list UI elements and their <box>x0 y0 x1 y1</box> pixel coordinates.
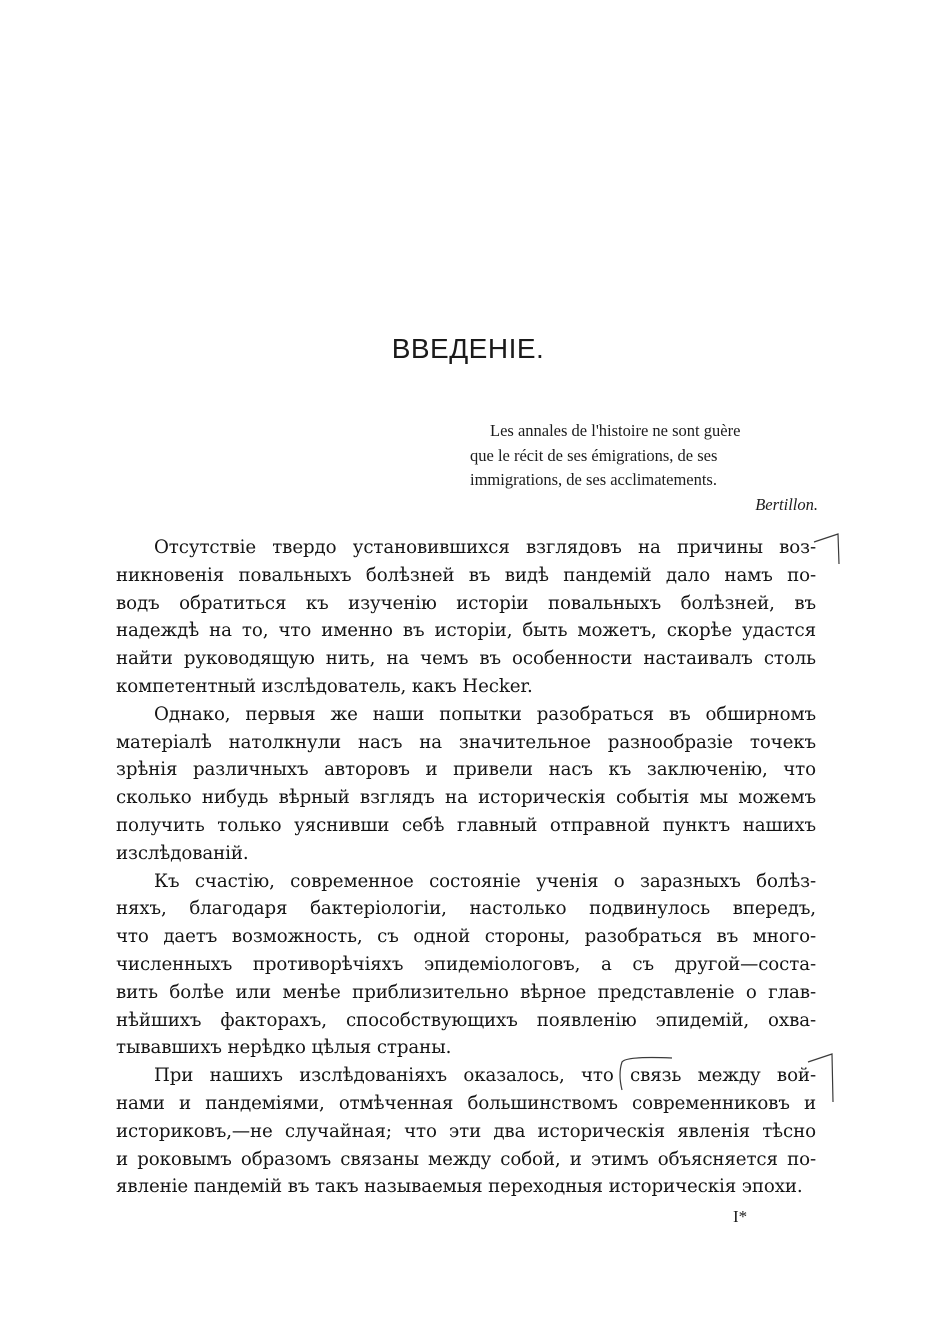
text-line: Отсутствіе твердо установившихся взглядовъ на причины воз- <box>154 537 816 558</box>
text-line: няхъ, благодаря бактеріологіи, настолько подвинулось впередъ, <box>116 898 816 920</box>
text-line: При нашихъ изслѣдованіяхъ оказалось, что связь между вой- <box>154 1065 816 1087</box>
text-line: водъ обратиться къ изученію исторіи повальныхъ болѣзней, въ <box>116 592 816 614</box>
chapter-heading: ВВЕДЕНІЕ. <box>391 333 545 364</box>
epigraph <box>470 419 818 517</box>
text-line: и роковымъ образомъ связаны между собой, и этимъ объясняется по- <box>116 1148 816 1170</box>
paragraph <box>116 701 816 868</box>
text-line: Къ счастію, современное состояніе ученія о заразныхъ болѣз- <box>154 870 816 892</box>
text-line: надеждѣ на то, что именно въ исторіи, быть можетъ, скорѣе удастся <box>116 620 816 642</box>
text-line: нѣйшихъ факторахъ, способствующихъ появленію эпидемій, охва- <box>116 1009 816 1031</box>
text-line: нами и пандеміями, отмѣченная большинствомъ современниковъ и <box>116 1092 816 1114</box>
text-line: сколько нибудь вѣрный взглядъ на историческія событія мы можемъ <box>116 787 816 809</box>
epigraph-author: Bertillon. <box>755 494 818 514</box>
text-line: никновенія повальныхъ болѣзней въ видѣ пандемій дало намъ по- <box>116 564 816 586</box>
epigraph-line: Les annales de l'histoire ne sont guère <box>490 421 741 440</box>
text-line: компетентный изслѣдователь, какъ Hecker. <box>116 675 533 697</box>
paragraph <box>116 1062 816 1201</box>
text-line: зрѣнія различныхъ авторовъ и привели насъ къ заключенію, что <box>116 759 816 781</box>
text-line: тывавшихъ нерѣдко цѣлыя страны. <box>116 1037 452 1059</box>
text-line: вить болѣе или менѣе приблизительно вѣрное представленіе о глав- <box>116 981 816 1003</box>
margin-bracket-mark <box>806 1050 846 1110</box>
inline-bracket-mark <box>612 1054 682 1094</box>
text-line: что даетъ возможность, съ одной стороны, разобраться въ много- <box>116 926 816 948</box>
body-text <box>116 534 816 1201</box>
text-line: найти руководящую нить, на чемъ въ особенности настаивалъ столь <box>116 648 816 670</box>
text-line: численныхъ противорѣчіяхъ эпидеміологовъ, а съ другой—состa- <box>116 953 816 975</box>
epigraph-line: immigrations, de ses acclimatements. <box>470 470 717 489</box>
text-line: изслѣдованій. <box>116 842 249 864</box>
text-line: матеріалѣ натолкнули насъ на значительное разнообразіе точекъ <box>116 731 816 753</box>
margin-bracket-mark <box>812 530 852 570</box>
text-line: получить только уяснивши себѣ главный отправной пунктъ нашихъ <box>116 814 816 836</box>
text-line: историковъ,—не случайная; что эти два историческія явленія тѣсно <box>116 1120 816 1142</box>
epigraph-line: que le récit de ses émigrations, de ses <box>470 445 718 465</box>
text-line: Однако, первыя же наши попытки разобраться въ обширномъ <box>154 703 816 725</box>
text-line: явленіе пандемій въ такъ называемыя переходныя историческія эпохи. <box>116 1176 803 1198</box>
paragraph <box>116 868 816 1063</box>
paragraph <box>116 534 816 701</box>
page-number: I* <box>733 1207 748 1226</box>
